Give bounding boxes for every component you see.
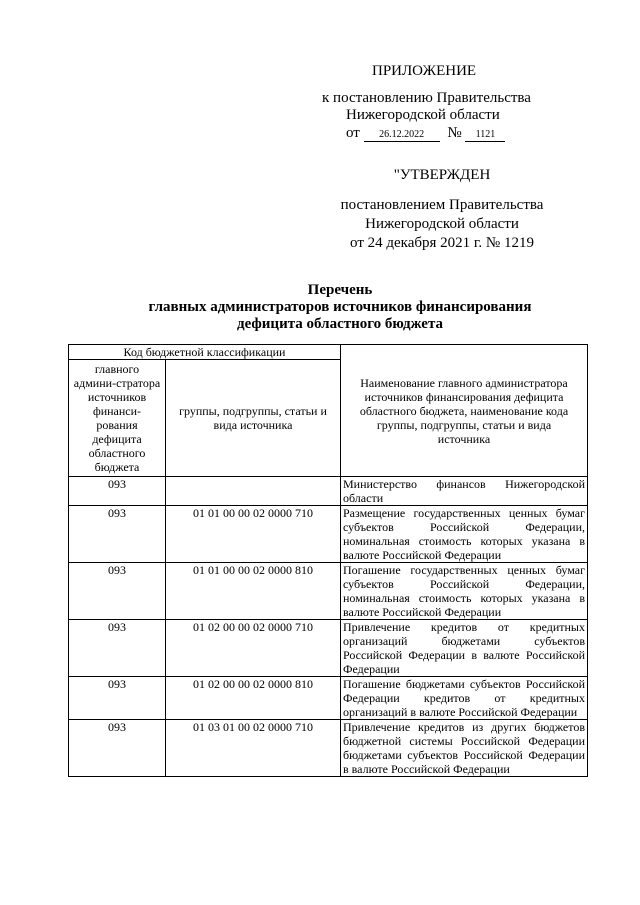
table-row bbox=[69, 563, 588, 620]
number-sign: № bbox=[447, 125, 462, 141]
document-title-line-1: Перечень bbox=[307, 282, 373, 298]
cell-admin: 093 bbox=[69, 563, 166, 620]
cell-code: 01 01 00 00 02 0000 810 bbox=[166, 563, 341, 620]
cell-name: Погашение государственных ценных бумаг субъектов Российской Федерации, номинальная стоимость которых указана в валюте Российской Федерации bbox=[341, 563, 588, 620]
document-title-line-3: дефицита областного бюджета bbox=[236, 316, 443, 332]
table-row bbox=[69, 677, 588, 720]
cell-name: Погашение бюджетами субъектов Российской Федерации кредитов от кредитных организаций в валюте Российской Федерации bbox=[341, 677, 588, 720]
header-admin-code: главного админи-стратора источников финанси-рования дефицита областного бюджета bbox=[69, 360, 166, 477]
cell-code: 01 02 00 00 02 0000 810 bbox=[166, 677, 341, 720]
cell-code bbox=[166, 477, 341, 506]
header-source-code: группы, подгруппы, статьи и вида источника bbox=[166, 360, 341, 477]
cell-admin: 093 bbox=[69, 506, 166, 563]
approved-block bbox=[312, 166, 572, 253]
number-value: 1121 bbox=[465, 129, 505, 142]
approved-line-3: от 24 декабря 2021 г. № 1219 bbox=[350, 235, 534, 251]
approved-title: "УТВЕРЖДЕН bbox=[393, 167, 491, 183]
cell-code: 01 01 00 00 02 0000 710 bbox=[166, 506, 341, 563]
appendix-line-2: Нижегородской области bbox=[346, 107, 500, 123]
date-value: 26.12.2022 bbox=[364, 129, 440, 142]
cell-name: Привлечение кредитов от кредитных организаций бюджетами субъектов Российской Федерации в валюте Российской Федерации bbox=[341, 620, 588, 677]
document-title-line-2: главных администраторов источников финансирования bbox=[148, 299, 532, 315]
table-row bbox=[69, 720, 588, 777]
approved-line-2: Нижегородской области bbox=[365, 216, 519, 232]
cell-code: 01 02 00 00 02 0000 710 bbox=[166, 620, 341, 677]
appendix-title: ПРИЛОЖЕНИЕ bbox=[372, 63, 477, 79]
header-group: Код бюджетной классификации bbox=[69, 345, 341, 360]
date-prefix: от bbox=[346, 125, 360, 141]
cell-code: 01 03 01 00 02 0000 710 bbox=[166, 720, 341, 777]
cell-name: Размещение государственных ценных бумаг субъектов Российской Федерации, номинальная стоимость которых указана в валюте Российской Федерации bbox=[341, 506, 588, 563]
administrators-table bbox=[68, 344, 588, 777]
cell-admin: 093 bbox=[69, 677, 166, 720]
cell-admin: 093 bbox=[69, 620, 166, 677]
appendix-line-1: к постановлению Правительства bbox=[322, 90, 531, 106]
cell-name: Министерство финансов Нижегородской области bbox=[341, 477, 588, 506]
approved-line-1: постановлением Правительства bbox=[340, 197, 544, 213]
cell-admin: 093 bbox=[69, 477, 166, 506]
document-title bbox=[90, 282, 590, 333]
table-row bbox=[69, 477, 588, 506]
table-row bbox=[69, 506, 588, 563]
table-row bbox=[69, 620, 588, 677]
header-name: Наименование главного администратора источников финансирования дефицита областного бюджета, наименование кода группы, подгруппы, статьи и вида источника bbox=[341, 345, 588, 477]
cell-admin: 093 bbox=[69, 720, 166, 777]
table-header-row-1 bbox=[69, 345, 588, 360]
appendix-date-row bbox=[346, 124, 505, 142]
cell-name: Привлечение кредитов из других бюджетов бюджетной системы Российской Федерации бюджетами субъектов Российской Федерации в валюте Российской Федерации bbox=[341, 720, 588, 777]
